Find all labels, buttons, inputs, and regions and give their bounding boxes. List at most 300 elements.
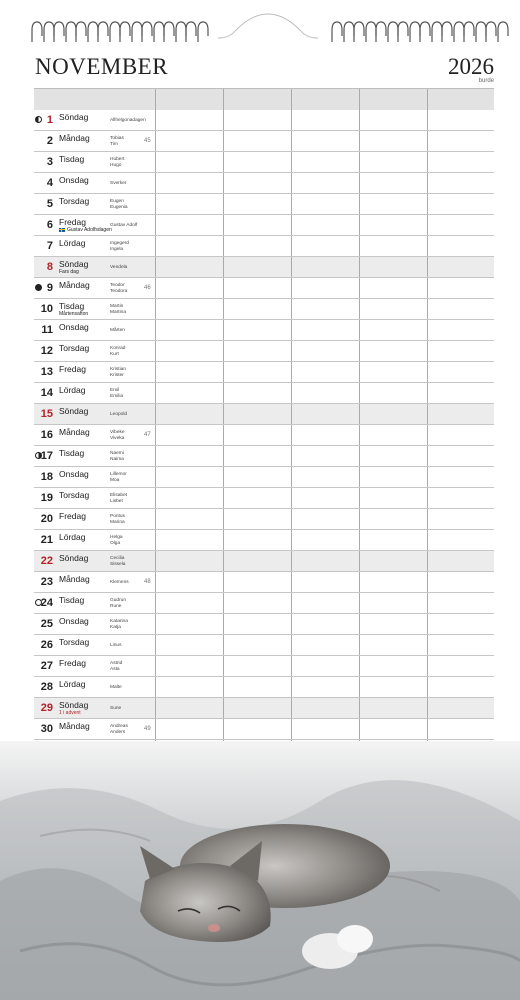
note-cell[interactable]: [359, 488, 427, 508]
note-cell[interactable]: [427, 257, 495, 277]
day-row: [34, 320, 494, 341]
name-day: Pontus Marina: [110, 514, 125, 525]
day-row: [34, 236, 494, 257]
day-row: [34, 173, 494, 194]
spiral-ring: [410, 22, 420, 42]
note-cell[interactable]: [359, 299, 427, 319]
day-info: [34, 425, 155, 445]
day-row: [34, 530, 494, 551]
day-row: [34, 152, 494, 173]
weekday-label: Söndag: [59, 700, 89, 710]
note-cell[interactable]: [155, 698, 223, 718]
column-header[interactable]: [359, 89, 427, 110]
holiday-label: Gustav Adolfsdagen: [59, 227, 112, 233]
note-cell[interactable]: [155, 635, 223, 655]
name-day: Helga Olga: [110, 535, 123, 546]
note-cell[interactable]: [155, 173, 223, 193]
week-number: 45: [144, 138, 151, 144]
day-number: 30: [40, 723, 53, 735]
note-cell[interactable]: [291, 278, 359, 298]
weekday-label: Lördag: [59, 238, 86, 248]
note-cell[interactable]: [155, 341, 223, 361]
column-header[interactable]: [155, 89, 223, 110]
day-rows: [34, 110, 494, 740]
spiral-ring: [376, 22, 386, 42]
day-row: [34, 551, 494, 572]
day-info: [34, 341, 155, 361]
name-day: Astrid Asta: [110, 661, 123, 672]
day-number: 1: [46, 114, 53, 126]
weekday-label: Onsdag: [59, 175, 89, 185]
note-cell[interactable]: [155, 593, 223, 613]
note-cell[interactable]: [155, 572, 223, 592]
weekday-label: Lördag: [59, 385, 86, 395]
note-cell[interactable]: [155, 152, 223, 172]
note-cell[interactable]: [223, 341, 291, 361]
note-cell[interactable]: [223, 425, 291, 445]
day-info: [34, 656, 155, 676]
day-number: 25: [40, 618, 53, 630]
note-cell[interactable]: [427, 509, 495, 529]
weekday-label: Torsdag: [59, 196, 90, 206]
day-number: 4: [46, 177, 53, 189]
note-cell[interactable]: [359, 530, 427, 550]
note-cell[interactable]: [223, 173, 291, 193]
spiral-ring: [366, 22, 376, 42]
note-cell[interactable]: [223, 299, 291, 319]
note-cell[interactable]: [223, 677, 291, 697]
note-cell[interactable]: [223, 530, 291, 550]
note-cell[interactable]: [223, 152, 291, 172]
note-cell[interactable]: [223, 446, 291, 466]
note-cell[interactable]: [155, 530, 223, 550]
note-cell[interactable]: [359, 236, 427, 256]
note-cell[interactable]: [427, 635, 495, 655]
day-row: [34, 698, 494, 719]
note-cell[interactable]: [223, 404, 291, 424]
note-cell[interactable]: [223, 383, 291, 403]
day-row: [34, 614, 494, 635]
weekday-label: Torsdag: [59, 637, 90, 647]
note-cell[interactable]: [291, 236, 359, 256]
note-cell[interactable]: [359, 614, 427, 634]
day-number: 3: [46, 156, 53, 168]
name-day: Allhelgonadagen: [110, 118, 146, 123]
note-cell[interactable]: [291, 635, 359, 655]
hanger-notch: [218, 14, 318, 38]
note-cell[interactable]: [223, 698, 291, 718]
note-cell[interactable]: [427, 446, 495, 466]
day-number: 9: [46, 282, 53, 294]
note-cell[interactable]: [427, 614, 495, 634]
name-day: Naemi Naima: [110, 451, 124, 462]
day-number: 23: [40, 576, 53, 588]
day-row: [34, 572, 494, 593]
note-cell[interactable]: [155, 131, 223, 151]
note-cell[interactable]: [155, 110, 223, 130]
day-row: [34, 509, 494, 530]
day-number: 22: [40, 555, 53, 567]
note-cell[interactable]: [291, 572, 359, 592]
note-cell[interactable]: [291, 530, 359, 550]
note-cell[interactable]: [359, 341, 427, 361]
note-cell[interactable]: [427, 488, 495, 508]
note-cell[interactable]: [359, 383, 427, 403]
weekday-label: Söndag: [59, 553, 89, 563]
note-cell[interactable]: [359, 194, 427, 214]
name-day: Martin Martina: [110, 304, 126, 315]
day-row: [34, 383, 494, 404]
name-day: Lillemor Moa: [110, 472, 127, 483]
note-cell[interactable]: [359, 635, 427, 655]
note-cell[interactable]: [427, 698, 495, 718]
name-day: Mårten: [110, 328, 125, 333]
day-info: [34, 593, 155, 613]
day-info: [34, 614, 155, 634]
note-cell[interactable]: [291, 719, 359, 739]
day-info: [34, 383, 155, 403]
note-cell[interactable]: [427, 383, 495, 403]
day-row: [34, 194, 494, 215]
note-cell[interactable]: [291, 593, 359, 613]
day-number: 27: [40, 660, 53, 672]
note-cell[interactable]: [223, 131, 291, 151]
name-day: Gustav Adolf: [110, 223, 138, 228]
note-cell[interactable]: [359, 425, 427, 445]
day-info: [34, 467, 155, 487]
column-header[interactable]: [427, 89, 495, 110]
column-header[interactable]: [291, 89, 359, 110]
weekday-label: Måndag: [59, 427, 90, 437]
day-row: [34, 425, 494, 446]
note-cell[interactable]: [223, 320, 291, 340]
spiral-ring: [154, 22, 164, 42]
spiral-ring: [44, 22, 54, 42]
note-cell[interactable]: [427, 110, 495, 130]
day-number: 15: [40, 408, 53, 420]
note-cell[interactable]: [223, 509, 291, 529]
note-cell[interactable]: [155, 257, 223, 277]
note-cell[interactable]: [427, 152, 495, 172]
note-cell[interactable]: [291, 383, 359, 403]
name-day: Kristian Krister: [110, 367, 126, 378]
note-cell[interactable]: [291, 404, 359, 424]
note-cell[interactable]: [223, 215, 291, 235]
note-cell[interactable]: [155, 509, 223, 529]
spiral-ring: [354, 22, 364, 42]
note-cell[interactable]: [427, 131, 495, 151]
note-cell[interactable]: [291, 110, 359, 130]
note-cell[interactable]: [155, 299, 223, 319]
day-info: [34, 677, 155, 697]
day-info: [34, 320, 155, 340]
spiral-ring: [142, 22, 152, 42]
day-info: [34, 404, 155, 424]
note-cell[interactable]: [291, 257, 359, 277]
grid-header-row: [34, 88, 494, 110]
day-info: [34, 635, 155, 655]
header-lead: [34, 89, 155, 110]
spiral-ring: [132, 22, 142, 42]
note-cell[interactable]: [359, 131, 427, 151]
day-row: [34, 341, 494, 362]
name-day: Teodor Teodora: [110, 283, 128, 294]
day-number: 18: [40, 471, 53, 483]
note-cell[interactable]: [359, 593, 427, 613]
note-cell[interactable]: [359, 551, 427, 571]
day-info: [34, 572, 155, 592]
note-cell[interactable]: [155, 446, 223, 466]
day-row: [34, 404, 494, 425]
day-info: [34, 698, 155, 718]
note-cell[interactable]: [427, 362, 495, 382]
weekday-label: Måndag: [59, 280, 90, 290]
week-number: 47: [144, 432, 151, 438]
note-cell[interactable]: [155, 656, 223, 676]
note-cell[interactable]: [291, 656, 359, 676]
note-cell[interactable]: [155, 194, 223, 214]
note-cell[interactable]: [427, 299, 495, 319]
note-cell[interactable]: [155, 719, 223, 739]
note-cell[interactable]: [223, 635, 291, 655]
note-cell[interactable]: [359, 278, 427, 298]
day-number: 8: [46, 261, 53, 273]
note-cell[interactable]: [291, 488, 359, 508]
day-info: [34, 446, 155, 466]
weekday-label: Söndag: [59, 112, 89, 122]
note-cell[interactable]: [359, 572, 427, 592]
holiday-label: Mårtensafton: [59, 311, 89, 317]
day-number: 5: [46, 198, 53, 210]
weekday-label: Torsdag: [59, 343, 90, 353]
name-day: Sune: [110, 706, 122, 711]
day-row: [34, 446, 494, 467]
note-cell[interactable]: [155, 383, 223, 403]
note-cell[interactable]: [155, 551, 223, 571]
note-cell[interactable]: [223, 257, 291, 277]
day-row: [34, 299, 494, 320]
name-day: Andreas Anders: [110, 724, 128, 735]
note-cell[interactable]: [291, 551, 359, 571]
swedish-flag-icon: [59, 228, 65, 232]
note-cell[interactable]: [223, 614, 291, 634]
note-cell[interactable]: [291, 362, 359, 382]
day-info: [34, 299, 155, 319]
note-cell[interactable]: [223, 194, 291, 214]
week-number: 49: [144, 726, 151, 732]
name-day: Leopold: [110, 412, 128, 417]
spiral-ring: [454, 22, 464, 42]
month-title: NOVEMBER: [35, 54, 169, 79]
note-cell[interactable]: [359, 446, 427, 466]
name-day: Vibeke Viveka: [110, 430, 125, 441]
note-cell[interactable]: [223, 278, 291, 298]
note-cell[interactable]: [155, 404, 223, 424]
name-day: Hubert Hugo: [110, 157, 125, 168]
name-day: Klemens: [110, 580, 129, 585]
spiral-ring: [486, 22, 496, 42]
spiral-ring: [432, 22, 442, 42]
note-cell[interactable]: [291, 320, 359, 340]
note-cell[interactable]: [223, 593, 291, 613]
note-cell[interactable]: [359, 404, 427, 424]
note-cell[interactable]: [155, 215, 223, 235]
spiral-ring: [88, 22, 98, 42]
year-title: 2026: [448, 54, 494, 79]
weekday-label: Måndag: [59, 574, 90, 584]
day-info: [34, 152, 155, 172]
note-cell[interactable]: [359, 509, 427, 529]
note-cell[interactable]: [359, 656, 427, 676]
note-cell[interactable]: [359, 677, 427, 697]
note-cell[interactable]: [427, 341, 495, 361]
day-number: 26: [40, 639, 53, 651]
note-cell[interactable]: [427, 719, 495, 739]
day-info: [34, 551, 155, 571]
day-number: 13: [40, 366, 53, 378]
note-cell[interactable]: [291, 467, 359, 487]
weekday-label: Fredag: [59, 511, 86, 521]
spiral-ring: [120, 22, 130, 42]
note-cell[interactable]: [155, 677, 223, 697]
note-cell[interactable]: [359, 320, 427, 340]
note-cell[interactable]: [223, 551, 291, 571]
name-day: Gudrun Rune: [110, 598, 126, 609]
note-cell[interactable]: [291, 614, 359, 634]
day-number: 10: [40, 303, 53, 315]
note-cell[interactable]: [359, 467, 427, 487]
note-cell[interactable]: [291, 677, 359, 697]
day-row: [34, 593, 494, 614]
calendar-header: [0, 48, 520, 88]
note-cell[interactable]: [291, 152, 359, 172]
note-cell[interactable]: [223, 488, 291, 508]
note-cell[interactable]: [291, 215, 359, 235]
spiral-ring: [66, 22, 76, 42]
column-header[interactable]: [223, 89, 291, 110]
note-cell[interactable]: [291, 131, 359, 151]
note-cell[interactable]: [223, 110, 291, 130]
spiral-ring: [98, 22, 108, 42]
day-info: [34, 194, 155, 214]
note-cell[interactable]: [359, 257, 427, 277]
note-cell[interactable]: [359, 719, 427, 739]
day-info: [34, 719, 155, 739]
day-info: [34, 278, 155, 298]
weekday-label: Måndag: [59, 721, 90, 731]
note-cell[interactable]: [359, 110, 427, 130]
name-day: Katarina Katja: [110, 619, 128, 630]
spiral-ring: [54, 22, 64, 42]
note-cell[interactable]: [155, 236, 223, 256]
day-number: 29: [40, 702, 53, 714]
note-cell[interactable]: [427, 215, 495, 235]
note-cell[interactable]: [155, 362, 223, 382]
note-cell[interactable]: [427, 530, 495, 550]
day-info: [34, 173, 155, 193]
note-cell[interactable]: [359, 698, 427, 718]
note-cell[interactable]: [291, 194, 359, 214]
weekday-label: Tisdag: [59, 154, 85, 164]
week-number: 48: [144, 579, 151, 585]
day-row: [34, 215, 494, 236]
note-cell[interactable]: [223, 656, 291, 676]
weekday-label: Onsdag: [59, 469, 89, 479]
note-cell[interactable]: [291, 341, 359, 361]
spiral-ring: [344, 22, 354, 42]
note-cell[interactable]: [427, 404, 495, 424]
note-cell[interactable]: [427, 551, 495, 571]
note-cell[interactable]: [291, 425, 359, 445]
note-cell[interactable]: [223, 467, 291, 487]
note-cell[interactable]: [291, 299, 359, 319]
note-cell[interactable]: [427, 572, 495, 592]
note-cell[interactable]: [427, 677, 495, 697]
note-cell[interactable]: [155, 467, 223, 487]
note-cell[interactable]: [359, 362, 427, 382]
name-day: Linus: [110, 643, 122, 648]
weekday-label: Fredag: [59, 364, 86, 374]
note-cell[interactable]: [359, 173, 427, 193]
note-cell[interactable]: [291, 173, 359, 193]
note-cell[interactable]: [427, 593, 495, 613]
weekday-label: Tisdag: [59, 301, 85, 311]
note-cell[interactable]: [155, 488, 223, 508]
spiral-ring: [464, 22, 474, 42]
day-row: [34, 719, 494, 740]
note-cell[interactable]: [223, 572, 291, 592]
day-row: [34, 488, 494, 509]
note-cell[interactable]: [427, 173, 495, 193]
note-cell[interactable]: [359, 152, 427, 172]
day-row: [34, 362, 494, 383]
day-number: 17: [40, 450, 53, 462]
note-cell[interactable]: [291, 509, 359, 529]
name-day: Sverker: [110, 181, 127, 186]
day-row: [34, 635, 494, 656]
note-cell[interactable]: [223, 236, 291, 256]
brand-label: burde: [478, 78, 494, 84]
day-info: [34, 236, 155, 256]
spiral-ring: [420, 22, 430, 42]
weekday-label: Fredag: [59, 658, 86, 668]
note-cell[interactable]: [427, 236, 495, 256]
note-cell[interactable]: [155, 320, 223, 340]
note-cell[interactable]: [223, 362, 291, 382]
holiday-label: 1 i advent: [59, 710, 81, 716]
weekday-label: Fredag: [59, 217, 86, 227]
note-cell[interactable]: [427, 467, 495, 487]
note-cell[interactable]: [155, 425, 223, 445]
name-day: Elisabet Lisbet: [110, 493, 128, 504]
spiral-ring: [388, 22, 398, 42]
spiral-ring: [198, 22, 208, 42]
day-info: [34, 131, 155, 151]
note-cell[interactable]: [155, 614, 223, 634]
note-cell[interactable]: [291, 446, 359, 466]
note-cell[interactable]: [427, 656, 495, 676]
note-cell[interactable]: [427, 194, 495, 214]
note-cell[interactable]: [291, 698, 359, 718]
note-cell[interactable]: [223, 719, 291, 739]
note-cell[interactable]: [427, 425, 495, 445]
note-cell[interactable]: [427, 320, 495, 340]
note-cell[interactable]: [359, 215, 427, 235]
note-cell[interactable]: [427, 278, 495, 298]
holiday-label: Fars dag: [59, 269, 79, 275]
day-number: 20: [40, 513, 53, 525]
note-cell[interactable]: [155, 278, 223, 298]
